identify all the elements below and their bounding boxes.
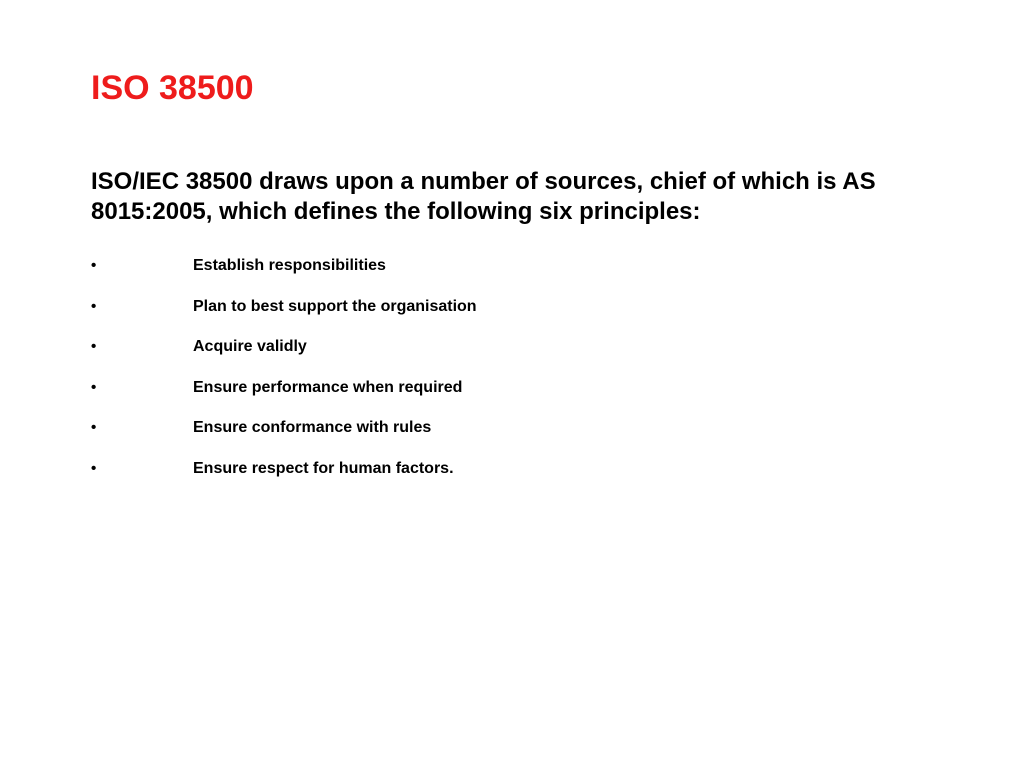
principle-label: Establish responsibilities	[193, 257, 386, 274]
principle-label: Ensure conformance with rules	[193, 419, 432, 437]
bullet-icon: •	[91, 338, 97, 356]
principle-label: Ensure respect for human factors.	[193, 459, 454, 477]
slide-title: ISO 38500	[91, 69, 254, 107]
bullet-icon: •	[91, 378, 97, 396]
intro-paragraph: ISO/IEC 38500 draws upon a number of sources, chief of which is AS 8015:2005, which defines the following six principles:	[91, 168, 876, 225]
principle-label: Plan to best support the organisation	[193, 297, 477, 315]
bullet-icon: •	[91, 419, 97, 437]
principle-label: Ensure performance when required	[193, 378, 463, 396]
bullet-icon: •	[91, 459, 97, 477]
bullet-icon: •	[91, 257, 97, 274]
principle-label: Acquire validly	[193, 338, 307, 356]
bullet-icon: •	[91, 297, 97, 315]
